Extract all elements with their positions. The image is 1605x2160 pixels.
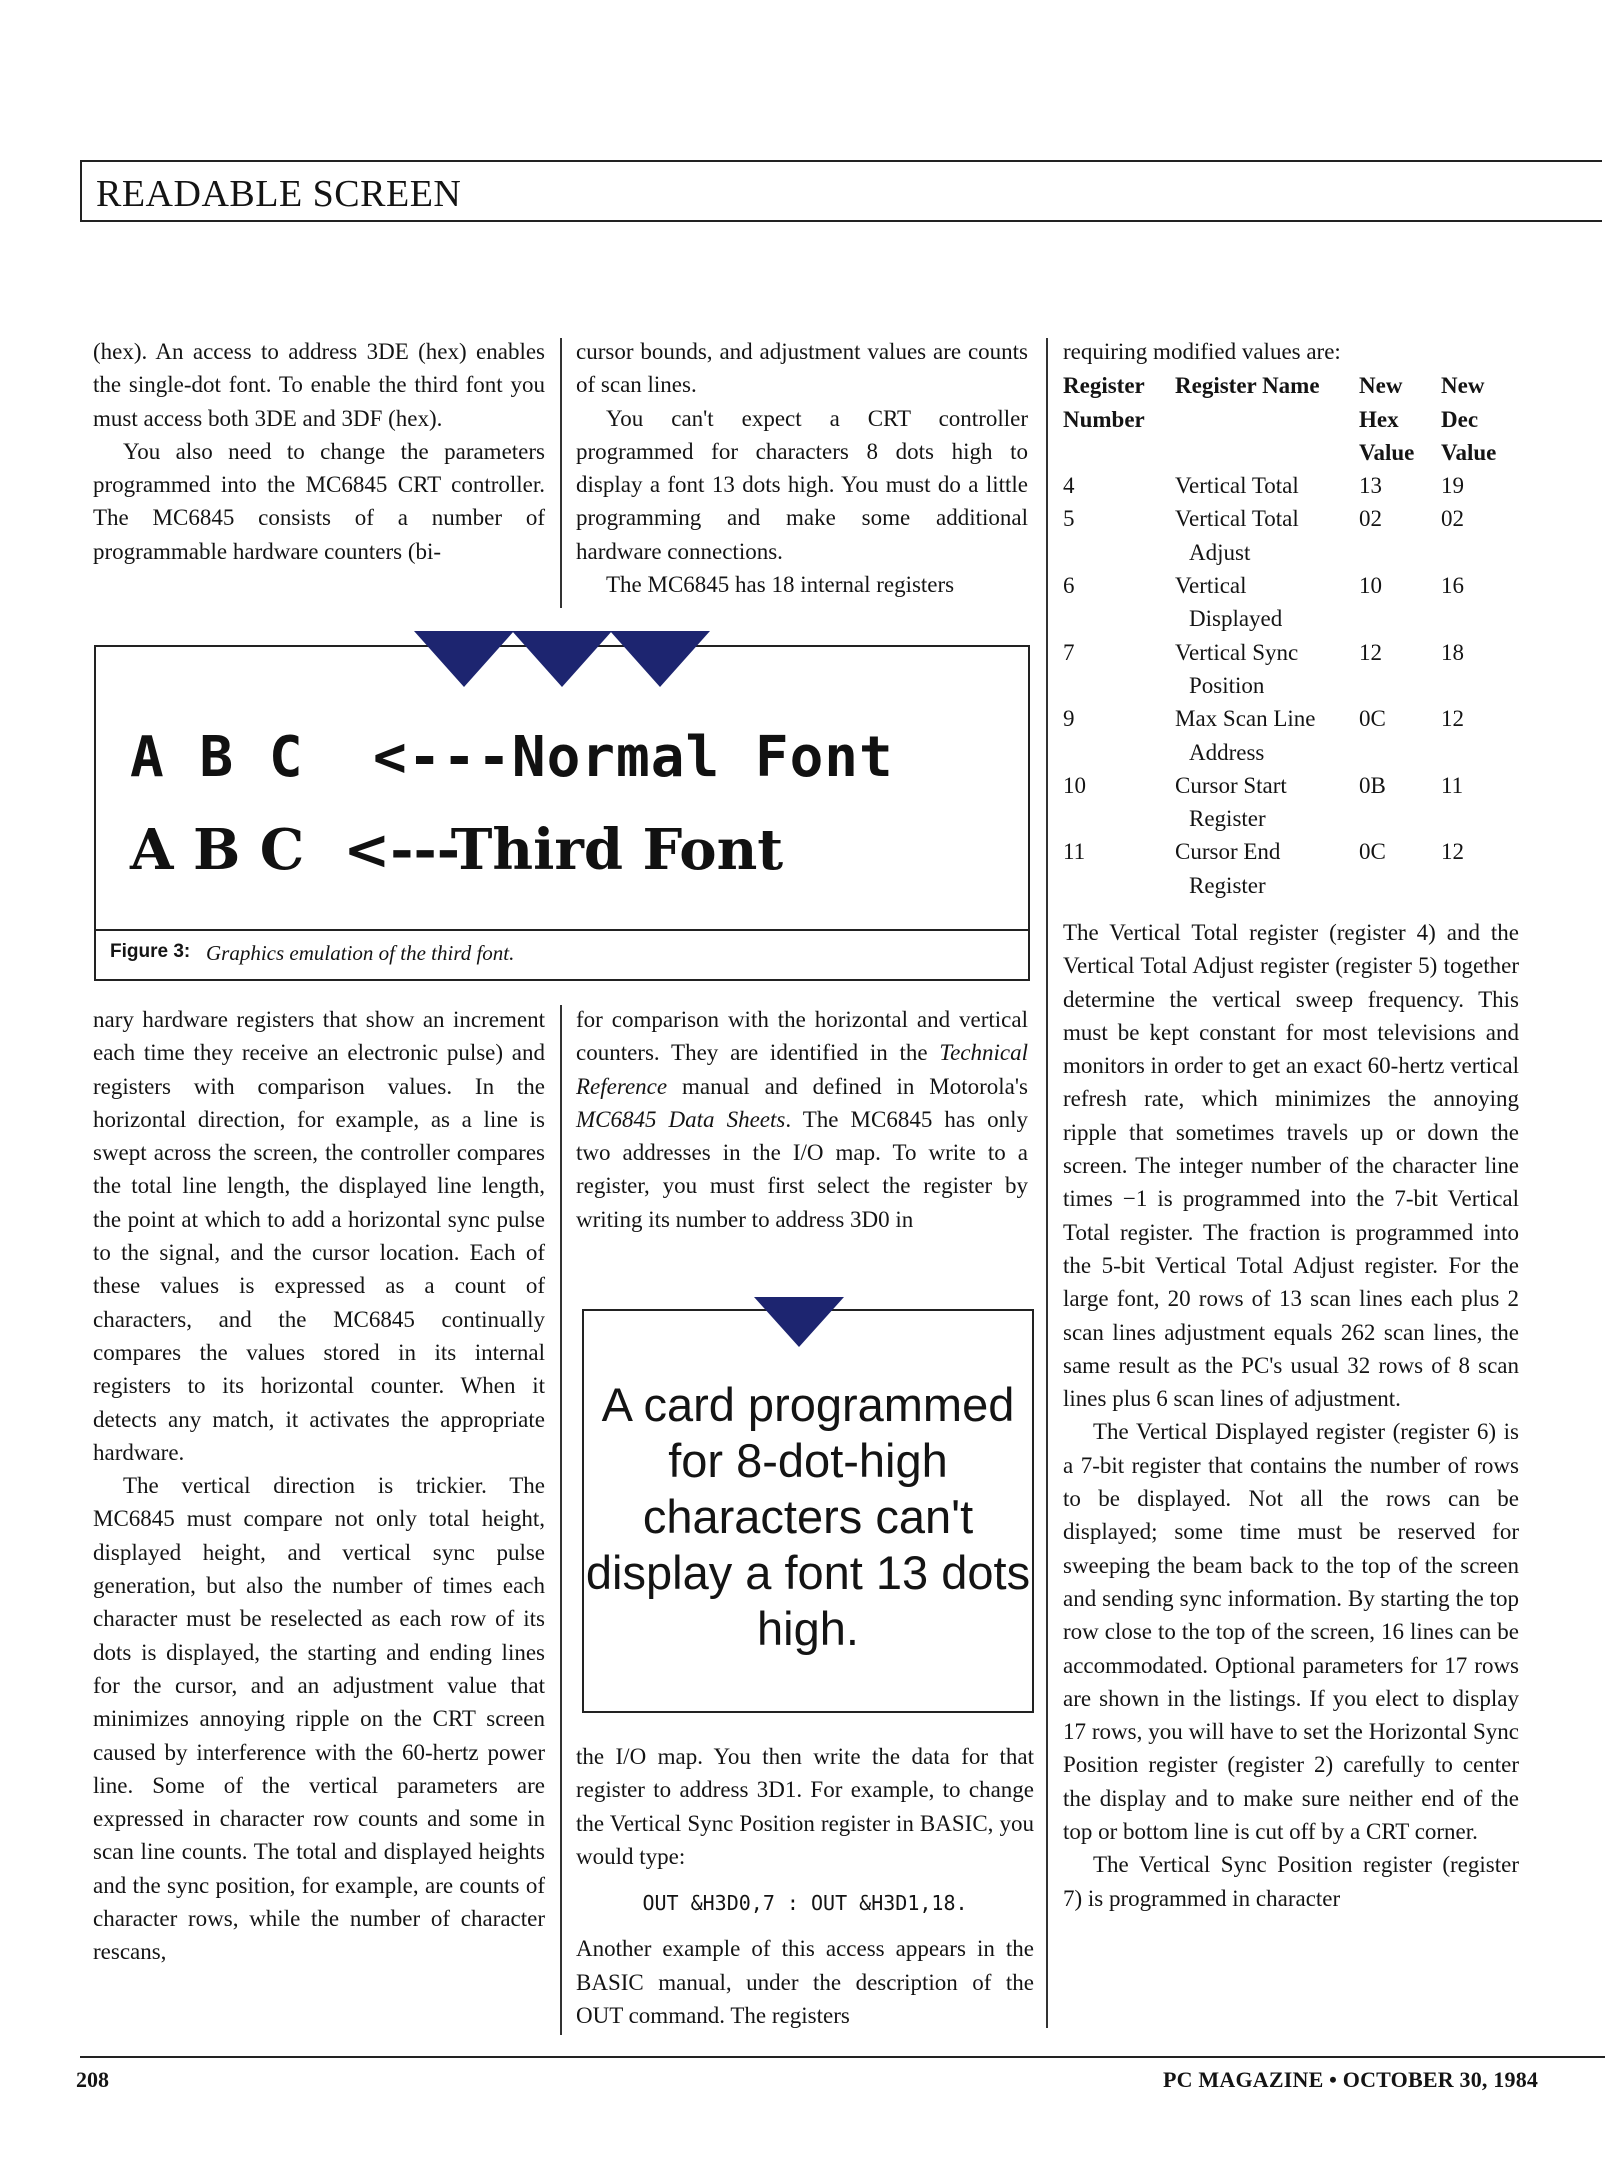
table-row: [1063, 569, 1511, 636]
column-3: [1063, 335, 1519, 902]
column-2-bottom: [576, 1740, 1034, 2032]
register-number: 9: [1063, 706, 1075, 732]
figure-normal-font-line: A B C <---Normal Font: [130, 725, 894, 790]
triangle-marker: [512, 631, 612, 687]
dec-value: 16: [1441, 573, 1464, 599]
header-register-number: Register Number: [1063, 373, 1145, 432]
register-number: 11: [1063, 839, 1086, 865]
hex-value: 13: [1359, 473, 1382, 499]
register-number: 5: [1063, 506, 1075, 532]
paragraph-text: manual and defined in Motorola's: [667, 1073, 1028, 1099]
paragraph: nary hardware registers that show an increment each time they receive an electronic pulse) and registers with comparison values. In the horizontal direction, for example, as a line is swept across the screen, the controller compares the total line length, the displayed line length, the point at which to add a horizontal sync pulse to the signal, and the cursor location. Each of these values is expressed as a count of characters, and the MC6845 continually compares the values stored in its internal registers to its horizontal counter. When it detects any match, it activates the appropriate hardware.: [93, 1007, 545, 1465]
header-new-hex: New Hex Value: [1359, 373, 1415, 465]
section-header: [80, 160, 1602, 222]
triangle-marker: [610, 631, 710, 687]
dec-value: 12: [1441, 706, 1464, 732]
register-name: Vertical Total: [1175, 473, 1299, 499]
register-name: Vertical Total: [1175, 506, 1299, 532]
pull-quote: [582, 1309, 1034, 1713]
hex-value: 0C: [1359, 839, 1386, 865]
paragraph: The Vertical Sync Position register (register 7) is programmed in character: [1063, 1852, 1519, 1911]
paragraph: You also need to change the parameters programmed into the MC6845 CRT controller. The MC6845 consists of a number of programmable hardware counters (bi-: [93, 438, 545, 564]
register-name: Vertical Sync: [1175, 639, 1299, 665]
paragraph: the I/O map. You then write the data for that register to address 3D1. For example, to change the Vertical Sync Position register in BASIC, you would type:: [576, 1744, 1034, 1869]
paragraph: (hex). An access to address 3DE (hex) enables the single-dot font. To enable the third font you must access both 3DE and 3DF (hex).: [93, 339, 545, 431]
column-divider: [1046, 338, 1048, 2028]
column-divider: [560, 338, 562, 608]
register-name-cont: Register: [1189, 872, 1266, 898]
table-row: [1063, 769, 1511, 836]
hex-value: 12: [1359, 639, 1382, 665]
table-intro: requiring modified values are:: [1063, 339, 1341, 364]
register-name: Max Scan Line: [1175, 706, 1316, 732]
dec-value: 18: [1441, 639, 1464, 665]
pull-quote-text: A card programmed for 8-dot-high characters can't display a font 13 dots high.: [585, 1378, 1031, 1655]
dec-value: 12: [1441, 839, 1464, 865]
footer-rule: [80, 2056, 1605, 2058]
figure-caption: [94, 929, 1030, 981]
paragraph: The Vertical Total register (register 4) and the Vertical Total Adjust register (register 5) together determine the vertical sweep frequency. This must be kept constant for most televisions and monitors in order to get an exact 60-hertz vertical refresh rate, which minimizes the annoying ripple that sometimes travels up or down the screen. The integer number of the character line times −1 is programmed into the 7-bit Vertical Total register. The fraction is programmed into the 5-bit Vertical Total Adjust register. For the large font, 20 rows of 13 scan lines each plus 2 scan lines adjustment equals 262 scan lines, the same result as the PC's usual 32 rows of 8 scan lines plus 6 scan lines of adjustment.: [1063, 920, 1519, 1412]
header-new-dec: New Dec Value: [1441, 373, 1497, 465]
register-name-cont: Register: [1189, 806, 1266, 832]
register-name-cont: Position: [1189, 672, 1265, 698]
register-table: [1063, 369, 1511, 902]
register-name-cont: Displayed: [1189, 606, 1283, 632]
hex-value: 02: [1359, 506, 1382, 532]
column-2-top: [576, 335, 1028, 601]
register-name-cont: Adjust: [1189, 539, 1251, 565]
column-3-body: [1063, 916, 1519, 1915]
register-number: 6: [1063, 573, 1075, 599]
register-number: 10: [1063, 772, 1086, 798]
hex-value: 0B: [1359, 772, 1386, 798]
header-register-name: Register Name: [1175, 373, 1320, 399]
paragraph-text: for comparison with the horizontal and vertical counters. They are identified in the: [576, 1007, 1028, 1066]
hex-value: 0C: [1359, 706, 1386, 732]
dec-value: 19: [1441, 473, 1464, 499]
triangle-marker: [754, 1297, 844, 1347]
table-row: [1063, 702, 1511, 769]
table-row: [1063, 835, 1511, 902]
paragraph: cursor bounds, and adjustment values are counts of scan lines.: [576, 339, 1028, 398]
table-header-row: [1063, 369, 1511, 469]
paragraph: Another example of this access appears in the BASIC manual, under the description of the OUT command. The registers: [576, 1936, 1034, 2029]
table-row: [1063, 502, 1511, 569]
section-title: READABLE SCREEN: [96, 173, 462, 215]
paragraph: You can't expect a CRT controller programmed for characters 8 dots high to display a font 13 dots high. You must do a little programming and make some additional hardware connections.: [576, 405, 1028, 564]
dec-value: 11: [1441, 772, 1464, 798]
figure-caption-text: Graphics emulation of the third font.: [206, 941, 515, 965]
column-divider: [560, 1005, 562, 2035]
register-number: 7: [1063, 639, 1075, 665]
column-2-middle: [576, 1003, 1028, 1236]
table-row: [1063, 469, 1511, 502]
paragraph: The Vertical Displayed register (register 6) is a 7-bit register that contains the number of rows to be displayed. Not all the rows can be displayed; some time must be reserved for sweeping the beam back to the top of the screen and sending sync information. By starting the top row close to the top of the screen, 16 lines can be accommodated. Optional parameters for 17 rows are shown in the listings. If you elect to display 17 rows, you will have to set the Horizontal Sync Position register (register 2) carefully to center the display and to make sure neither end of the top or bottom line is cut off by a CRT corner.: [1063, 1419, 1519, 1845]
figure-third-font-line: A B C <---Third Font: [130, 817, 784, 883]
figure-3: [94, 645, 1030, 931]
register-name-cont: Address: [1189, 739, 1265, 765]
reference-title: MC6845 Data Sheets: [576, 1106, 786, 1132]
paragraph: The vertical direction is trickier. The MC6845 must compare not only total height, displayed height, and vertical sync pulse generation, but also the number of times each character must be reselected as each row of its dots is displayed, the starting and ending lines for the cursor, and an adjustment value that minimizes annoying ripple on the CRT screen caused by interference with the 60-hertz power line. Some of the vertical parameters are expressed in character row counts and some in scan line counts. The total and displayed heights and the sync position, for example, are counts of character rows, while the number of character rescans,: [93, 1473, 545, 1965]
triangle-marker: [414, 631, 514, 687]
magazine-footer: PC MAGAZINE • OCTOBER 30, 1984: [1163, 2067, 1539, 2092]
dec-value: 02: [1441, 506, 1464, 532]
column-1-bottom: [93, 1003, 545, 1969]
column-1-top: [93, 335, 545, 568]
paragraph-text: . The MC6845 has only two addresses in the I/O map. To write to a register, you must first select the register by writing its number to address 3D0 in: [576, 1106, 1028, 1232]
register-name: Vertical: [1175, 573, 1247, 599]
register-name: Cursor End: [1175, 839, 1281, 865]
code-sample: OUT &H3D0,7 : OUT &H3D1,18.: [642, 1891, 968, 1916]
paragraph: [576, 1003, 1028, 1236]
register-name: Cursor Start: [1175, 772, 1287, 798]
table-row: [1063, 636, 1511, 703]
figure-caption-label: Figure 3:: [110, 941, 191, 962]
reference-title: Technical Reference: [576, 1040, 1028, 1099]
hex-value: 10: [1359, 573, 1382, 599]
register-number: 4: [1063, 473, 1075, 499]
page-number: 208: [76, 2067, 109, 2092]
paragraph: The MC6845 has 18 internal registers: [606, 572, 955, 598]
